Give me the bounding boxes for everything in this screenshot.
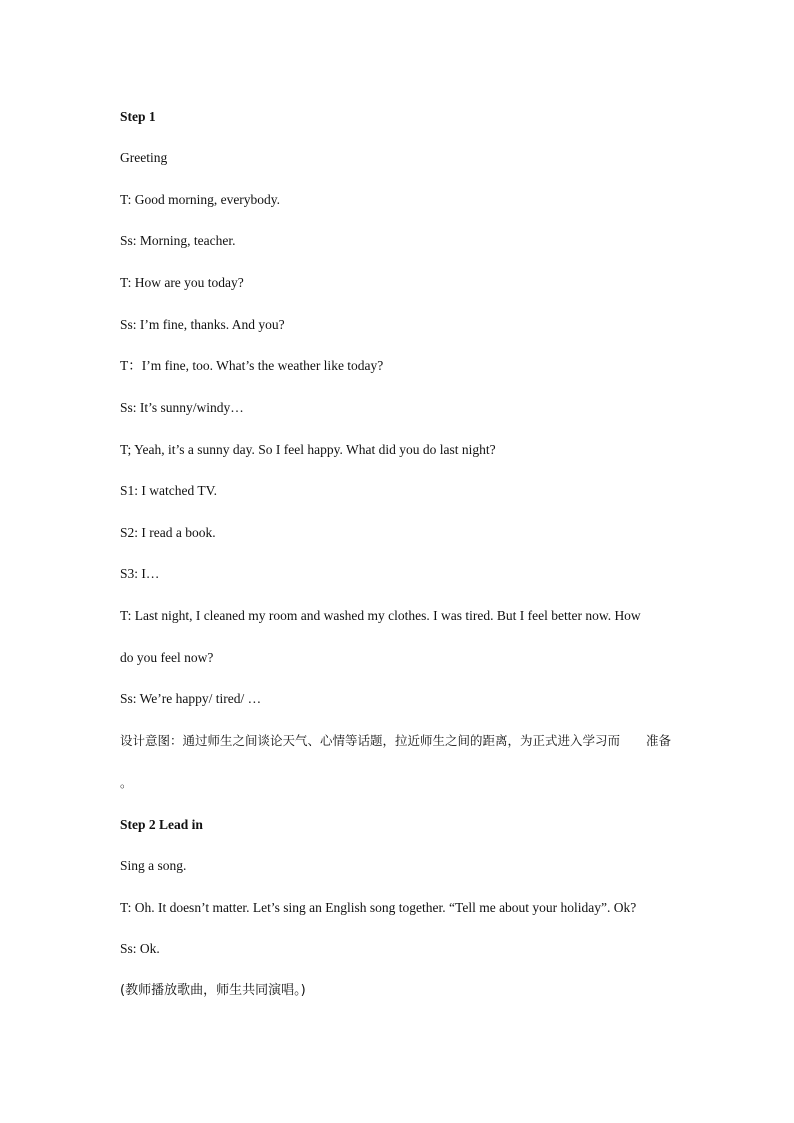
dialogue-line: T: Good morning, everybody.	[120, 192, 281, 207]
dialogue-line: Ss: We’re happy/ tired/ …	[120, 691, 262, 706]
dialogue-line: do you feel now?	[120, 650, 214, 665]
design-intent-end: 。	[120, 775, 133, 790]
dialogue-line: T：I’m fine, too. What’s the weather like today?	[120, 358, 384, 373]
design-intent: 设计意图：通过师生之间谈论天气、心情等话题，拉近师生之间的距离，为正式进入学习而	[120, 733, 621, 748]
dialogue-line: S2: I read a book.	[120, 525, 216, 540]
step1-heading: Step 1	[120, 109, 156, 124]
dialogue-line: S3: I…	[120, 566, 160, 581]
design-intent-tail: 准备	[646, 733, 672, 748]
greeting-label: Greeting	[120, 150, 168, 165]
dialogue-line: Ss: I’m fine, thanks. And you?	[120, 317, 285, 332]
dialogue-line: Ss: It’s sunny/windy…	[120, 400, 244, 415]
step2-heading: Step 2 Lead in	[120, 817, 203, 832]
dialogue-line: Ss: Morning, teacher.	[120, 233, 236, 248]
dialogue-line: Ss: Ok.	[120, 941, 160, 956]
dialogue-line: T: Oh. It doesn’t matter. Let’s sing an English song together. “Tell me about your holiday”. Ok?	[120, 900, 637, 915]
dialogue-line: T: How are you today?	[120, 275, 244, 290]
dialogue-line: S1: I watched TV.	[120, 483, 217, 498]
dialogue-line: T; Yeah, it’s a sunny day. So I feel happy. What did you do last night?	[120, 442, 496, 457]
dialogue-line: T: Last night, I cleaned my room and washed my clothes. I was tired. But I feel better now. How	[120, 608, 641, 623]
song-label: Sing a song.	[120, 858, 187, 873]
teacher-note: (教师播放歌曲，师生共同演唱。)	[120, 983, 306, 998]
